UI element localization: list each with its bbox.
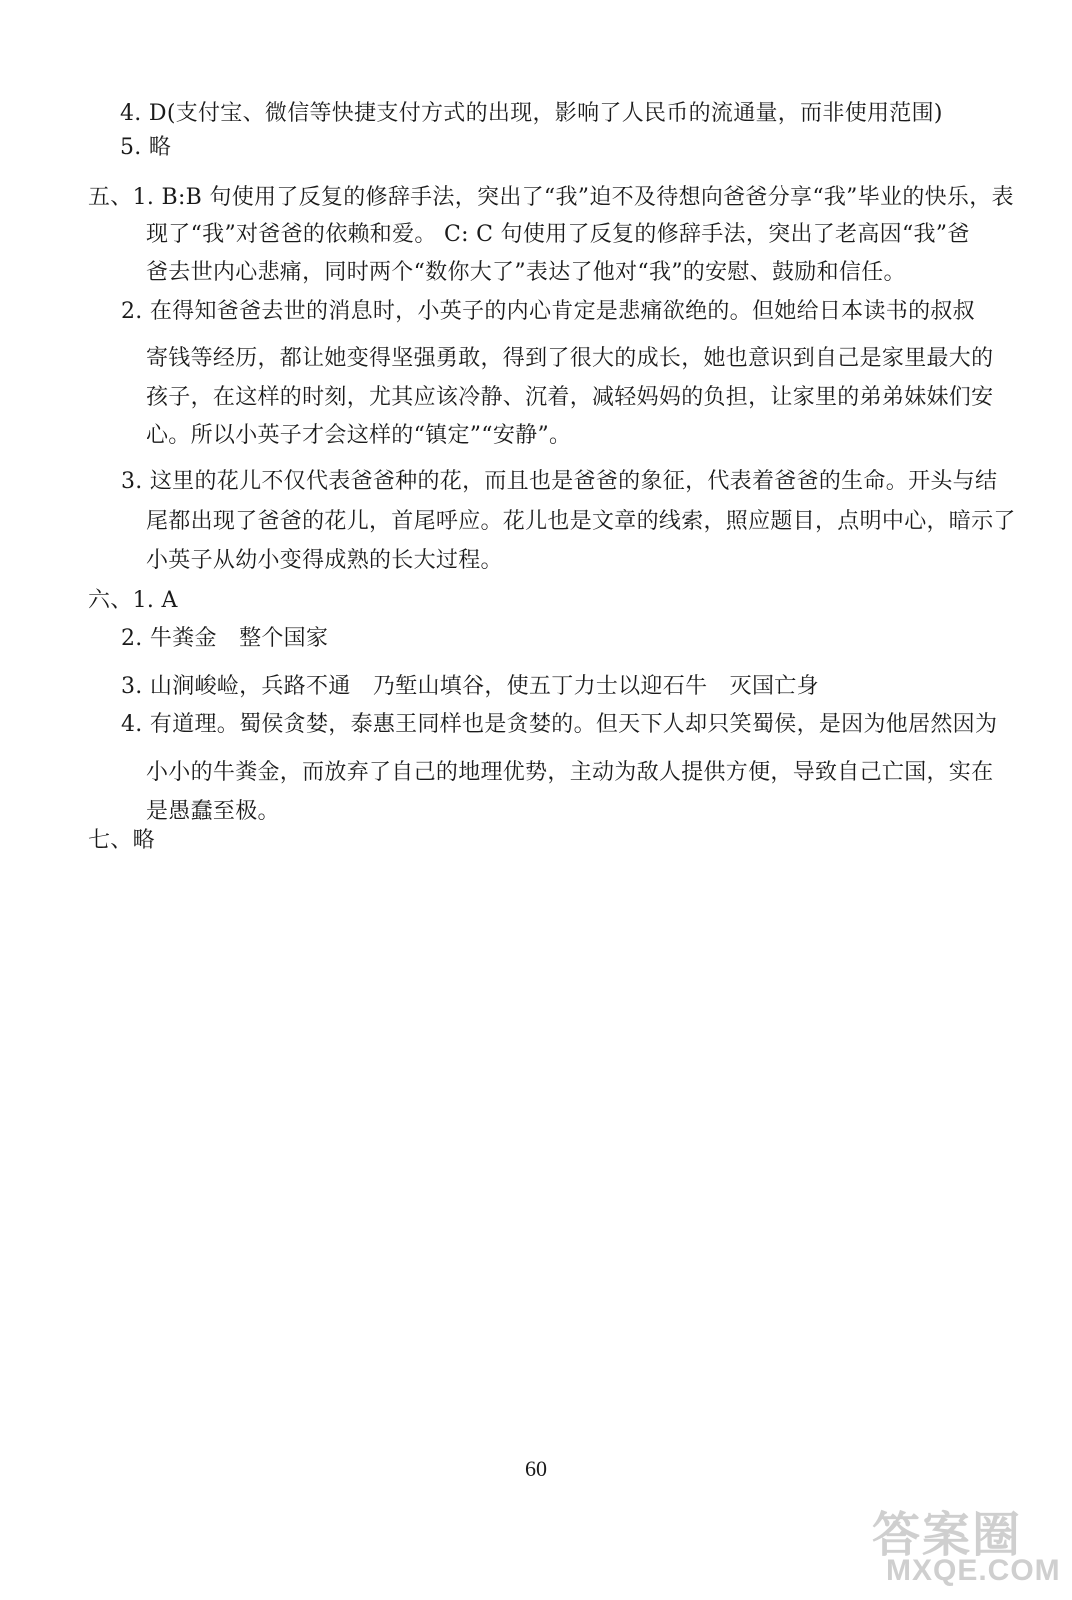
section-6-q3: 3. 山涧峻崄，兵路不通 乃堑山填谷，使五丁力士以迎石牛 灭国亡身 bbox=[121, 674, 819, 699]
answer-line-5: 5. 略 bbox=[120, 135, 172, 160]
watermark bbox=[872, 1496, 1062, 1592]
watermark-logo-text: 答案圈 bbox=[872, 1507, 1023, 1563]
section-7: 七、略 bbox=[88, 828, 155, 853]
section-6-q4-line2: 小小的牛粪金，而放弃了自己的地理优势，主动为敌人提供方便，导致自己亡国，实在 bbox=[146, 760, 994, 785]
section-5-q1-line1: 五、1. B:B 句使用了反复的修辞手法，突出了“我”迫不及待想向爸爸分享“我”毕业的快乐，表 bbox=[88, 185, 1014, 210]
section-6-q4-line1: 4. 有道理。蜀侯贪婪，泰惠王同样也是贪婪的。但天下人却只笑蜀侯，是因为他居然因为 bbox=[121, 712, 998, 737]
section-5-q3-line1: 3. 这里的花儿不仅代表爸爸种的花，而且也是爸爸的象征，代表着爸爸的生命。开头与结 bbox=[121, 469, 998, 494]
watermark-site-text: MXQE.COM bbox=[886, 1554, 1061, 1587]
section-5-q2-line2: 寄钱等经历，都让她变得坚强勇敢，得到了很大的成长，她也意识到自己是家里最大的 bbox=[146, 346, 994, 371]
section-5-q3-line3: 小英子从幼小变得成熟的长大过程。 bbox=[146, 548, 503, 573]
section-6-q1: 六、1. A bbox=[88, 588, 178, 613]
section-5-q3-line2: 尾都出现了爸爸的花儿，首尾呼应。花儿也是文章的线索，照应题目，点明中心，暗示了 bbox=[146, 509, 1016, 534]
section-5-q2-line4: 心。所以小英子才会这样的“镇定”“安静”。 bbox=[146, 423, 572, 448]
section-5-q1-line2: 现了“我”对爸爸的依赖和爱。 C: C 句使用了反复的修辞手法，突出了老高因“我”爸 bbox=[146, 222, 970, 247]
section-6-q2: 2. 牛粪金 整个国家 bbox=[121, 626, 329, 651]
section-5-q1-line3: 爸去世内心悲痛，同时两个“数你大了”表达了他对“我”的安慰、鼓励和信任。 bbox=[146, 260, 906, 285]
answer-line-4-d: 4. D(支付宝、微信等快捷支付方式的出现，影响了人民币的流通量，而非使用范围) bbox=[120, 101, 943, 126]
section-5-q2-line1: 2. 在得知爸爸去世的消息时，小英子的内心肯定是悲痛欲绝的。但她给日本读书的叔叔 bbox=[121, 299, 975, 324]
page-number: 60 bbox=[525, 1456, 547, 1481]
section-6-q4-line3: 是愚蠢至极。 bbox=[146, 799, 280, 824]
section-5-q2-line3: 孩子，在这样的时刻，尤其应该冷静、沉着，减轻妈妈的负担，让家里的弟弟妹妹们安 bbox=[146, 385, 994, 410]
